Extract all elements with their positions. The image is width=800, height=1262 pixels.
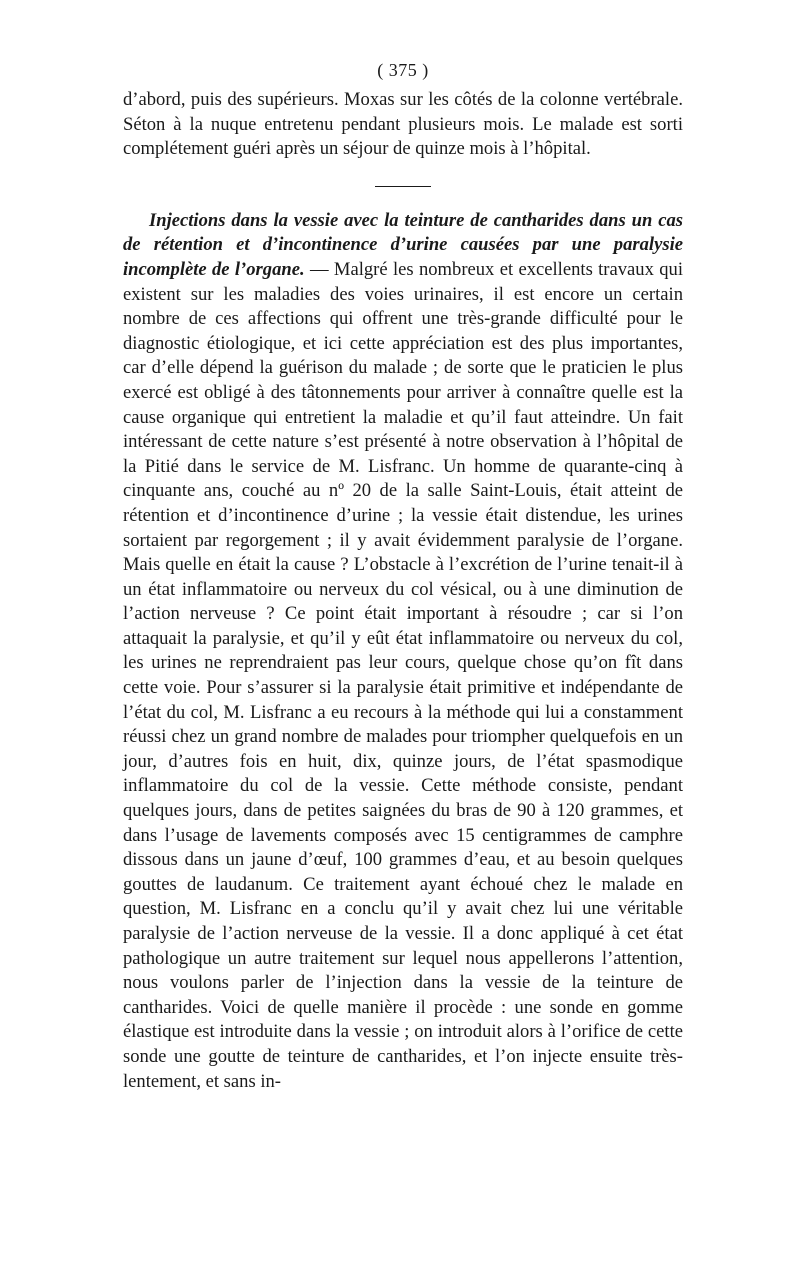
- section-title: Injections dans la vessie avec la teinture de cantharides dans un cas de rétention et d’incontinence d’urine causées par une paralysie incomplète de l’organe.: [123, 209, 683, 280]
- page-number: ( 375 ): [377, 60, 429, 80]
- section-divider: [375, 186, 431, 187]
- book-page: [123, 58, 683, 1094]
- section-dash: —: [304, 258, 334, 280]
- paragraph-continuation: d’abord, puis des supérieurs. Moxas sur les côtés de la colonne vertébrale. Séton à la nuque entretenu pendant plusieurs mois. Le malade est sorti complétement guéri après un séjour de quinze mois à l’hôpital.: [123, 89, 683, 160]
- section-paragraph: [123, 209, 683, 1094]
- section-body: Malgré les nombreux et excellents travaux qui existent sur les maladies des voies urinaires, il est encore un certain nombre de ces affections qui offrent une très-grande difficulté pour le diagnostic étiologique, et ici cette appréciation est des plus importantes, car d’elle dépend la guérison du malade ; de sorte que le praticien le plus exercé est obligé à des tâtonnements pour arriver à connaître quelle est la cause organique qui entretient la maladie et qu’il faut atteindre. Un fait intéressant de cette nature s’est présenté à notre observation à l’hôpital de la Pitié dans le service de M. Lisfranc. Un homme de quarante-cinq à cinquante ans, couché au nº 20 de la salle Saint-Louis, était atteint de rétention et d’incontinence d’urine ; la vessie était distendue, les urines sortaient par regorgement ; il y avait évidemment paralysie de l’organe. Mais quelle en était la cause ? L’obstacle à l’excrétion de l’urine tenait-il à un état inflammatoire ou nerveux du col vésical, ou à une diminution de l’action nerveuse ? Ce point était important à résoudre ; car si l’on attaquait la paralysie, et qu’il y eût état inflammatoire ou nerveux du col, les urines ne reprendraient pas leur cours, quelque chose qu’on fît dans cette voie. Pour s’assurer si la paralysie était primitive et indépendante de l’état du col, M. Lisfranc a eu recours à la méthode qui lui a constamment réussi chez un grand nombre de malades pour triompher quelquefois en un jour, d’autres fois en huit, dix, quinze jours, de l’état spasmodique inflammatoire du col de la vessie. Cette méthode consiste, pendant quelques jours, dans de petites saignées du bras de 90 à 120 grammes, et dans l’usage de lavements composés avec 15 centigrammes de camphre dissous dans un jaune d’œuf, 100 grammes d’eau, et au besoin quelques gouttes de laudanum. Ce traitement ayant échoué chez le malade en question, M. Lisfranc en a conclu qu’il y avait chez lui une véritable paralysie de l’action nerveuse de la vessie. Il a donc appliqué à cet état pathologique un autre traitement sur lequel nous appellerons l’attention, nous voulons parler de l’injection dans la vessie de la teinture de cantharides. Voici de quelle manière il procède : une sonde en gomme élastique est introduite dans la vessie ; on introduit alors à l’orifice de cette sonde une goutte de teinture de cantharides, et l’on injecte ensuite très-lentement, et sans in-: [123, 258, 684, 1092]
